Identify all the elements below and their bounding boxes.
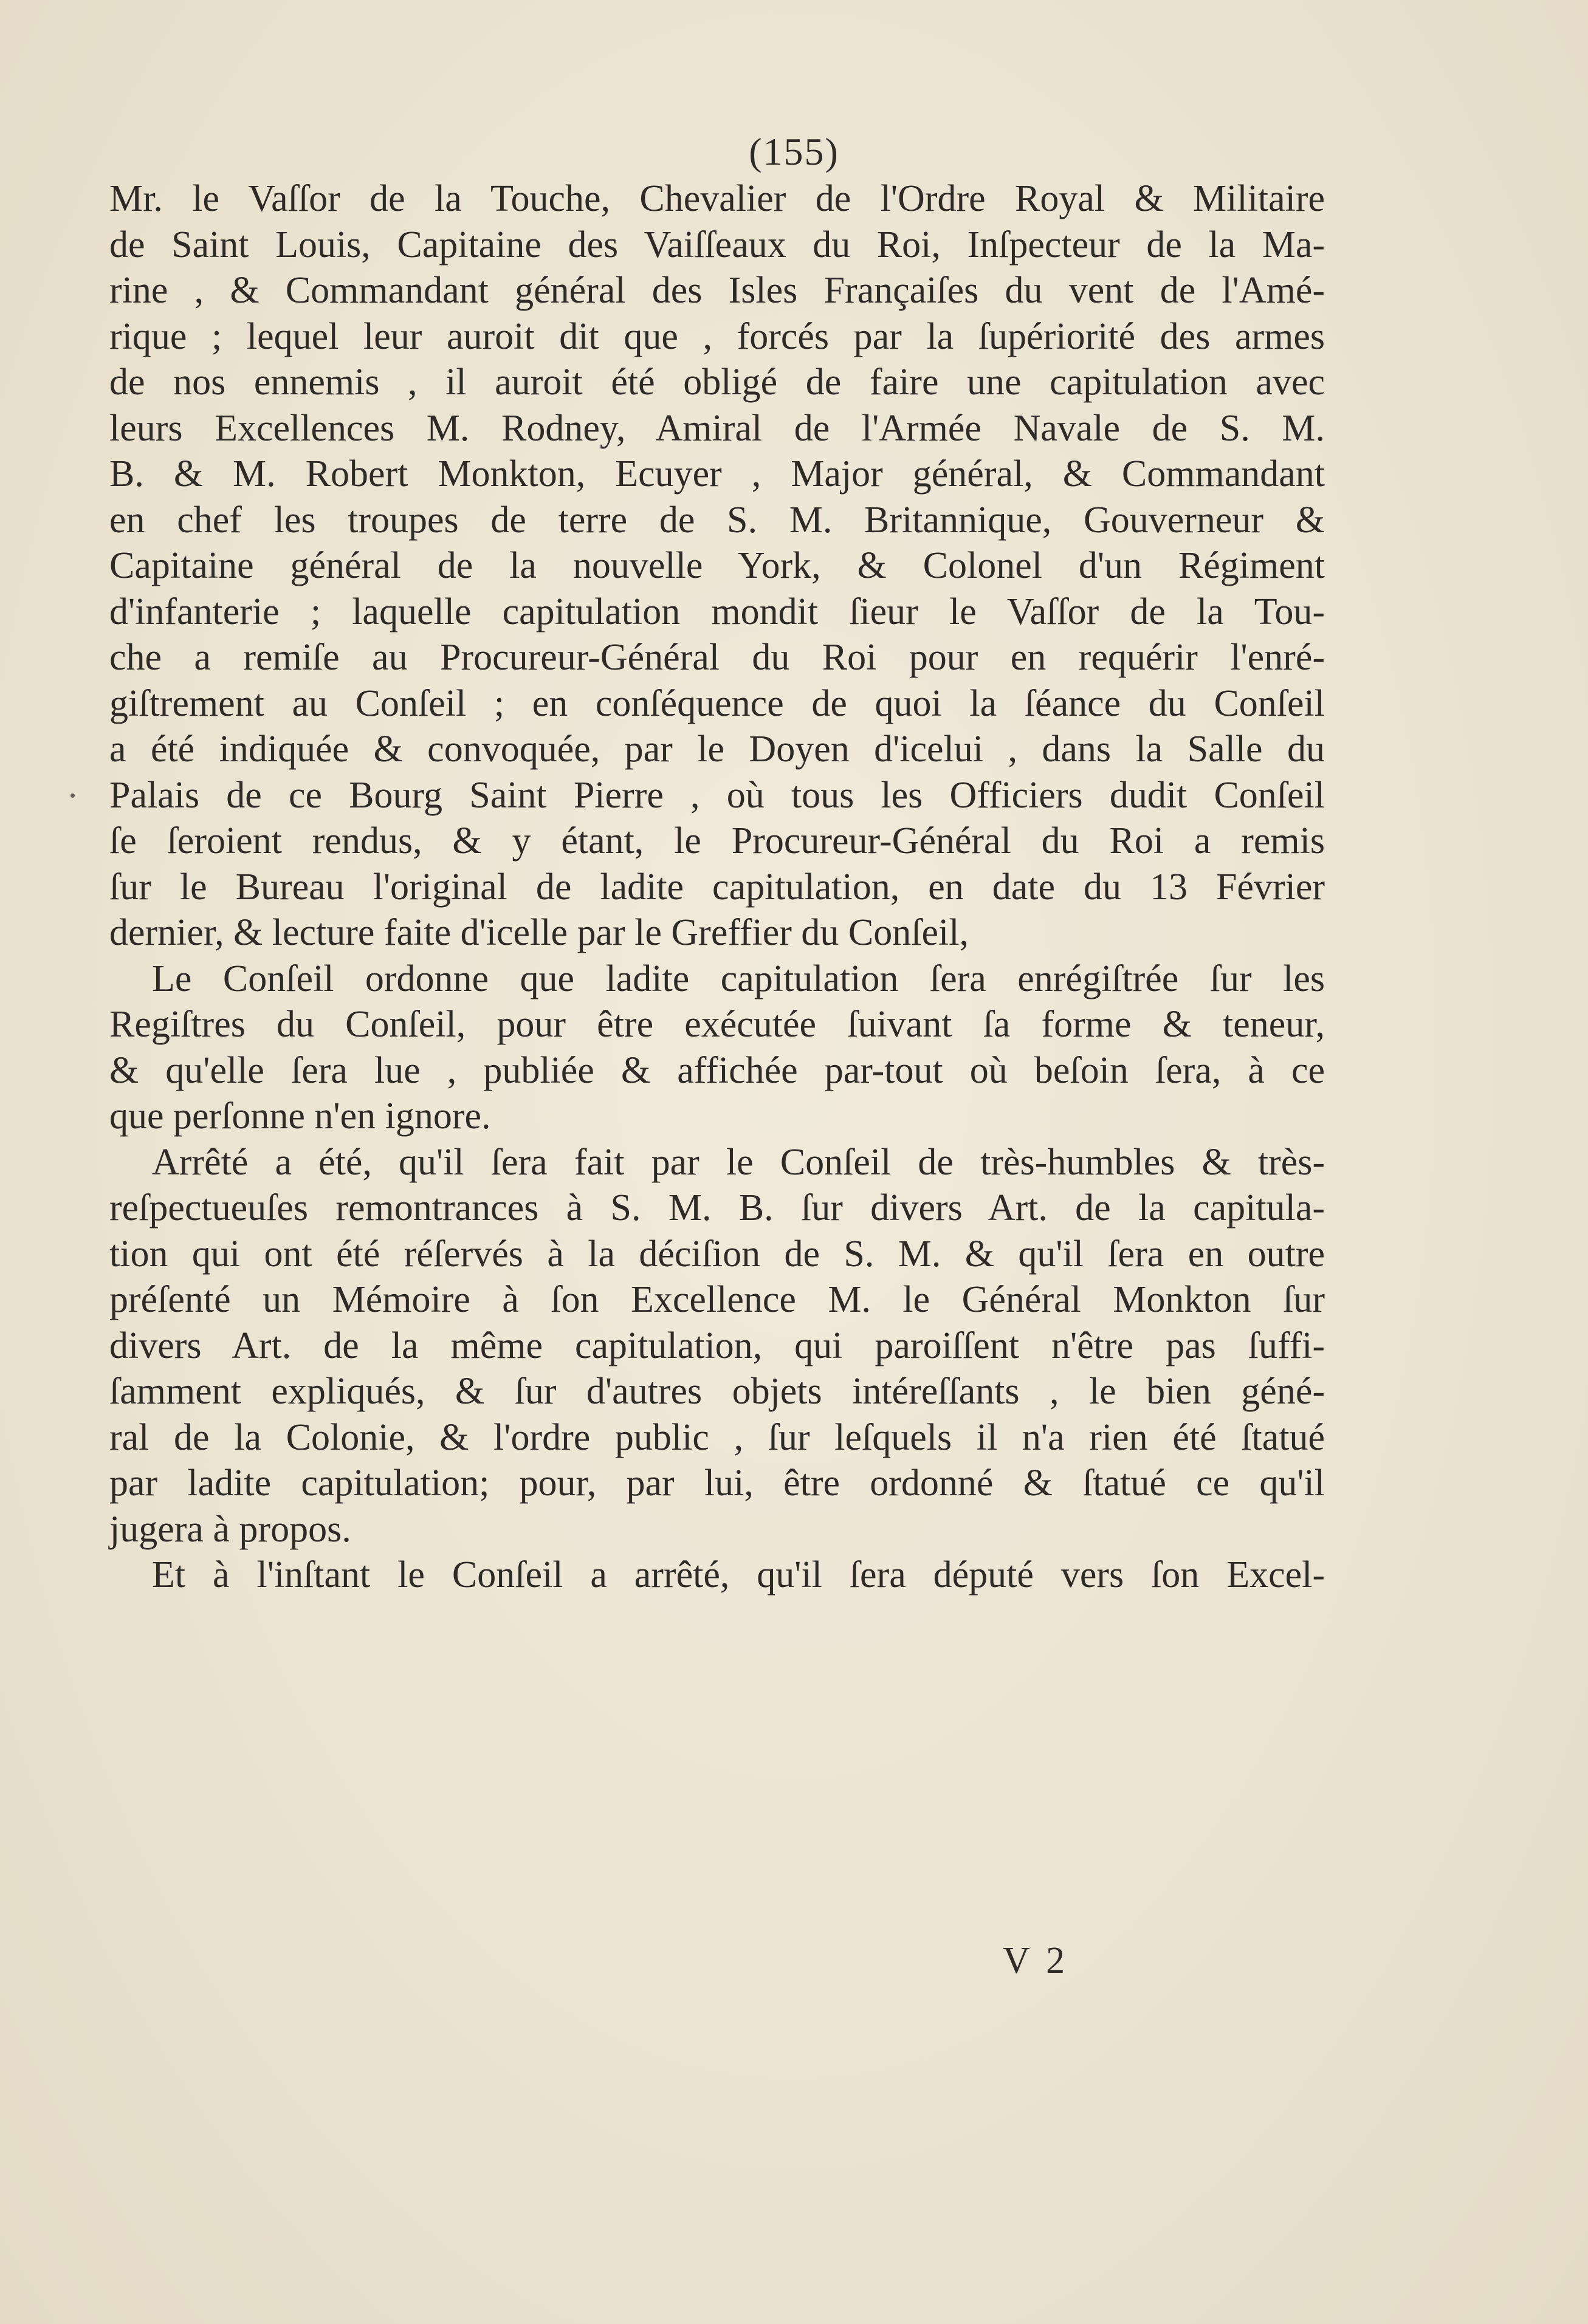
- text-line: Capitaine général de la nouvelle York, & Colonel d'un Régiment: [109, 545, 1325, 586]
- signature-mark: V 2: [1003, 1940, 1069, 1981]
- text-line: que perſonne n'en ignore.: [109, 1095, 491, 1137]
- text-line: rique ; lequel leur auroit dit que , forcés par la ſupériorité des armes: [109, 315, 1325, 357]
- text-line: rine , & Commandant général des Isles Françaiſes du vent de l'Amé-: [109, 270, 1325, 311]
- text-line: leurs Excellences M. Rodney, Amiral de l'Armée Navale de S. M.: [109, 407, 1325, 449]
- text-line: a été indiquée & convoquée, par le Doyen d'icelui , dans la Salle du: [109, 728, 1325, 770]
- text-line: de Saint Louis, Capitaine des Vaiſſeaux du Roi, Inſpecteur de la Ma-: [109, 224, 1325, 266]
- text-line: en chef les troupes de terre de S. M. Britannique, Gouverneur &: [109, 499, 1325, 541]
- text-line: Et à l'inſtant le Conſeil a arrêté, qu'il ſera député vers ſon Excel-: [152, 1554, 1325, 1596]
- text-line: divers Art. de la même capitulation, qui paroiſſent n'être pas ſuffi-: [109, 1325, 1325, 1366]
- text-line: Regiſtres du Conſeil, pour être exécutée ſuivant ſa forme & teneur,: [109, 1004, 1325, 1045]
- page-number: (155): [749, 130, 839, 173]
- text-line: Le Conſeil ordonne que ladite capitulation ſera enrégiſtrée ſur les: [152, 958, 1325, 999]
- text-line: Arrêté a été, qu'il ſera fait par le Conſeil de très-humbles & très-: [152, 1141, 1325, 1183]
- text-line: ral de la Colonie, & l'ordre public , ſur leſquels il n'a rien été ſtatué: [109, 1416, 1325, 1458]
- text-line: Palais de ce Bourg Saint Pierre , où tous les Officiers dudit Conſeil: [109, 774, 1325, 816]
- text-line: jugera à propos.: [109, 1508, 351, 1550]
- text-line: ſamment expliqués, & ſur d'autres objets intéreſſants , le bien géné-: [109, 1371, 1325, 1412]
- text-line: ſe ſeroient rendus, & y étant, le Procureur-Général du Roi a remis: [109, 820, 1325, 862]
- text-line: B. & M. Robert Monkton, Ecuyer , Major général, & Commandant: [109, 453, 1325, 495]
- text-line: Mr. le Vaſſor de la Touche, Chevalier de l'Ordre Royal & Militaire: [109, 178, 1325, 219]
- text-line: préſenté un Mémoire à ſon Excellence M. le Général Monkton ſur: [109, 1279, 1325, 1320]
- margin-mark: .: [68, 765, 77, 805]
- text-line: de nos ennemis , il auroit été obligé de faire une capitulation avec: [109, 362, 1325, 403]
- body-text: [109, 176, 1325, 1599]
- text-line: d'infanterie ; laquelle capitulation mondit ſieur le Vaſſor de la Tou-: [109, 591, 1325, 632]
- text-line: par ladite capitulation; pour, par lui, être ordonné & ſtatué ce qu'il: [109, 1462, 1325, 1504]
- text-line: dernier, & lecture faite d'icelle par le Greffier du Conſeil,: [109, 912, 969, 953]
- text-line: reſpectueuſes remontrances à S. M. B. ſur divers Art. de la capitula-: [109, 1187, 1325, 1229]
- text-line: giſtrement au Conſeil ; en conſéquence de quoi la ſéance du Conſeil: [109, 682, 1325, 724]
- text-line: & qu'elle ſera lue , publiée & affichée par-tout où beſoin ſera, à ce: [109, 1049, 1325, 1091]
- text-line: che a remiſe au Procureur-Général du Roi pour en requérir l'enré-: [109, 637, 1325, 678]
- text-line: ſur le Bureau l'original de ladite capitulation, en date du 13 Février: [109, 866, 1325, 908]
- text-line: tion qui ont été réſervés à la déciſion de S. M. & qu'il ſera en outre: [109, 1233, 1325, 1275]
